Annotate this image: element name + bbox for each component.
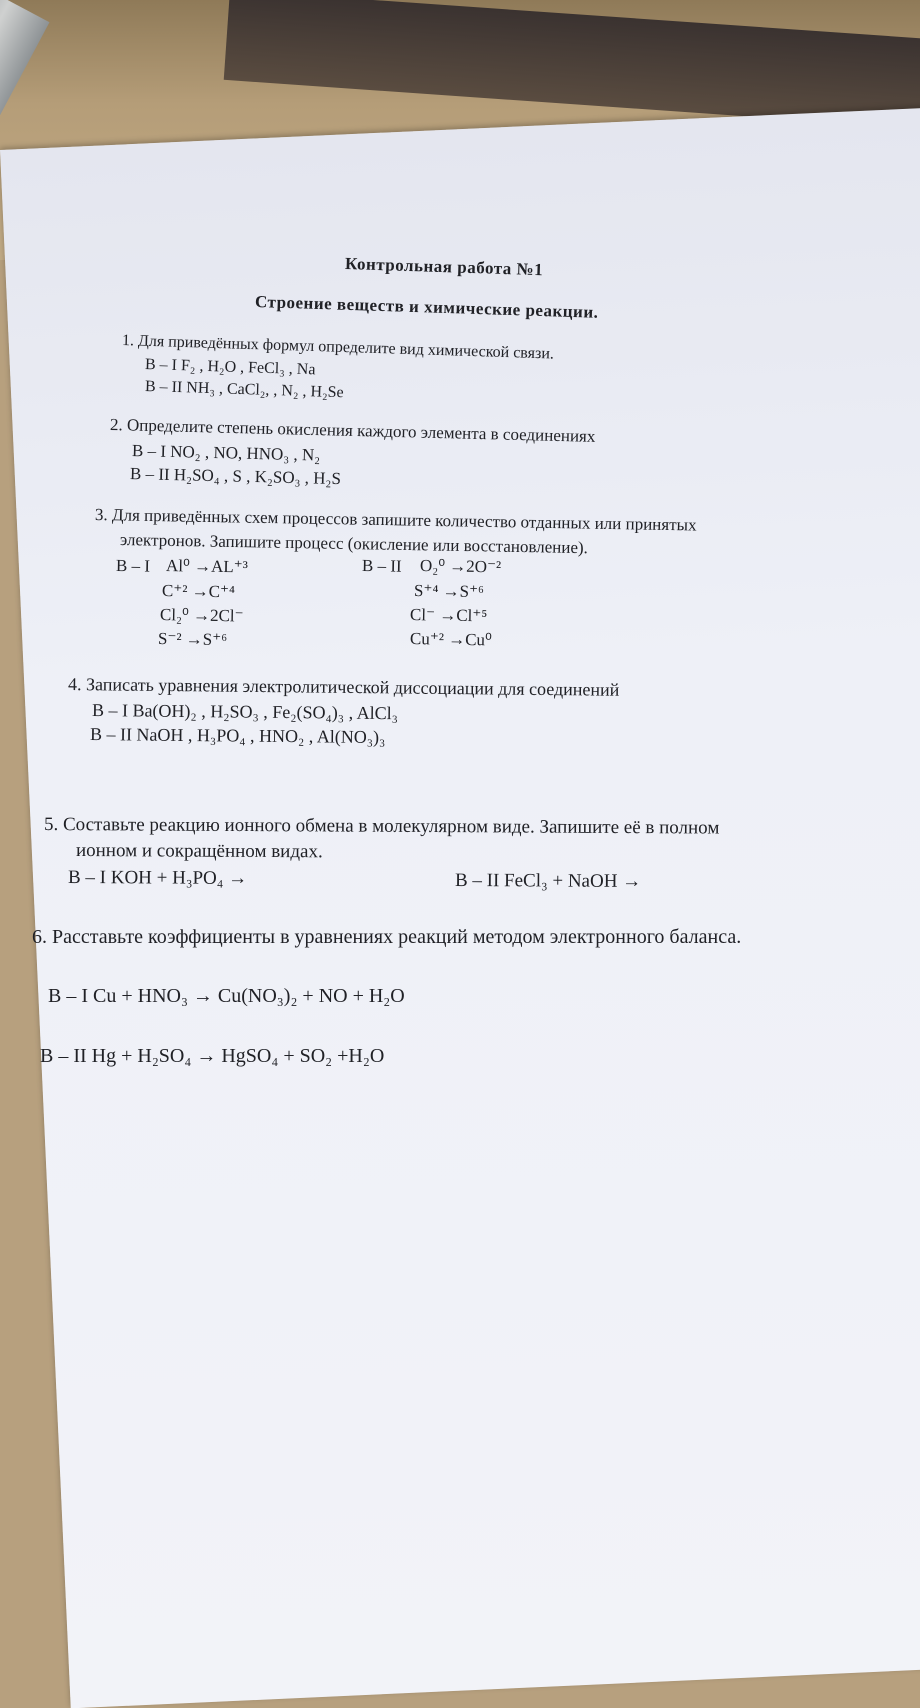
q3-variant-2-label: В – II bbox=[361, 556, 402, 576]
q3-v1-item: Cl₂⁰ →2Cl⁻ bbox=[159, 605, 244, 626]
q4-text: 4. Записать уравнения электролитической диссоциации для соединений bbox=[67, 674, 620, 700]
worksheet-title: Контрольная работа №1 bbox=[344, 254, 544, 280]
q3-variant-1-label: В – I bbox=[115, 556, 151, 576]
q1-text: 1. Для приведённых формул определите вид химической связи. bbox=[121, 332, 555, 363]
q2-variant-1: В – I NO₂ , NO, HNO₃ , N₂ bbox=[131, 441, 321, 465]
q3-text-2: электронов. Запишите процесс (окисление или восстановление). bbox=[119, 530, 589, 558]
q6-variant-2: В – II Hg + H₂SO₄ → HgSO₄ + SO₂ +H₂O bbox=[40, 1045, 385, 1067]
q2-variant-2: В – II H₂SO₄ , S , K₂SO₃ , H₂S bbox=[129, 464, 342, 489]
q3-v1-item: S⁻² →S⁺⁶ bbox=[157, 629, 228, 650]
q6-text: 6. Расставьте коэффициенты в уравнениях реакций методом электронного баланса. bbox=[32, 926, 742, 948]
q2-text: 2. Определите степень окисления каждого элемента в соединениях bbox=[109, 415, 596, 446]
q6-variant-1: В – I Cu + HNO₃ → Cu(NO₃)₂ + NO + H₂O bbox=[48, 985, 405, 1007]
q5-text-2: ионном и сокращённом видах. bbox=[75, 840, 323, 863]
q4-variant-2: В – II NaOH , H₃PO₄ , HNO₂ , Al(NO₃)₃ bbox=[89, 724, 386, 748]
q3-v2-item: O₂⁰ →2O⁻² bbox=[419, 556, 502, 577]
q5-variant-1: В – I KOH + H₃PO₄ → bbox=[67, 867, 248, 889]
q1-variant-1: В – I F₂ , H₂O , FeCl₃ , Na bbox=[144, 356, 316, 379]
q5-variant-2: В – II FeCl₃ + NaOH → bbox=[454, 870, 642, 892]
q4-variant-1: В – I Ba(OH)₂ , H₂SO₃ , Fe₂(SO₄)₃ , AlCl₃ bbox=[91, 700, 399, 724]
q3-v1-item: C⁺² →C⁺⁴ bbox=[161, 581, 236, 602]
q3-v2-item: Cu⁺² →Cu⁰ bbox=[409, 629, 492, 650]
q3-text-1: 3. Для приведённых схем процессов запишите количество отданных или принятых bbox=[94, 505, 697, 535]
q5-text-1: 5. Составьте реакцию ионного обмена в молекулярном виде. Запишите её в полном bbox=[43, 814, 720, 839]
q3-v2-item: Cl⁻ →Cl⁺⁵ bbox=[409, 605, 488, 626]
worksheet-subtitle: Строение веществ и химические реакции. bbox=[254, 292, 599, 322]
q1-variant-2: В – II NH₃ , CaCl₂, , N₂ , H₂Se bbox=[144, 378, 344, 402]
q3-v2-item: S⁺⁴ →S⁺⁶ bbox=[413, 581, 485, 602]
q3-v1-item: Al⁰ →AL⁺³ bbox=[165, 556, 248, 577]
